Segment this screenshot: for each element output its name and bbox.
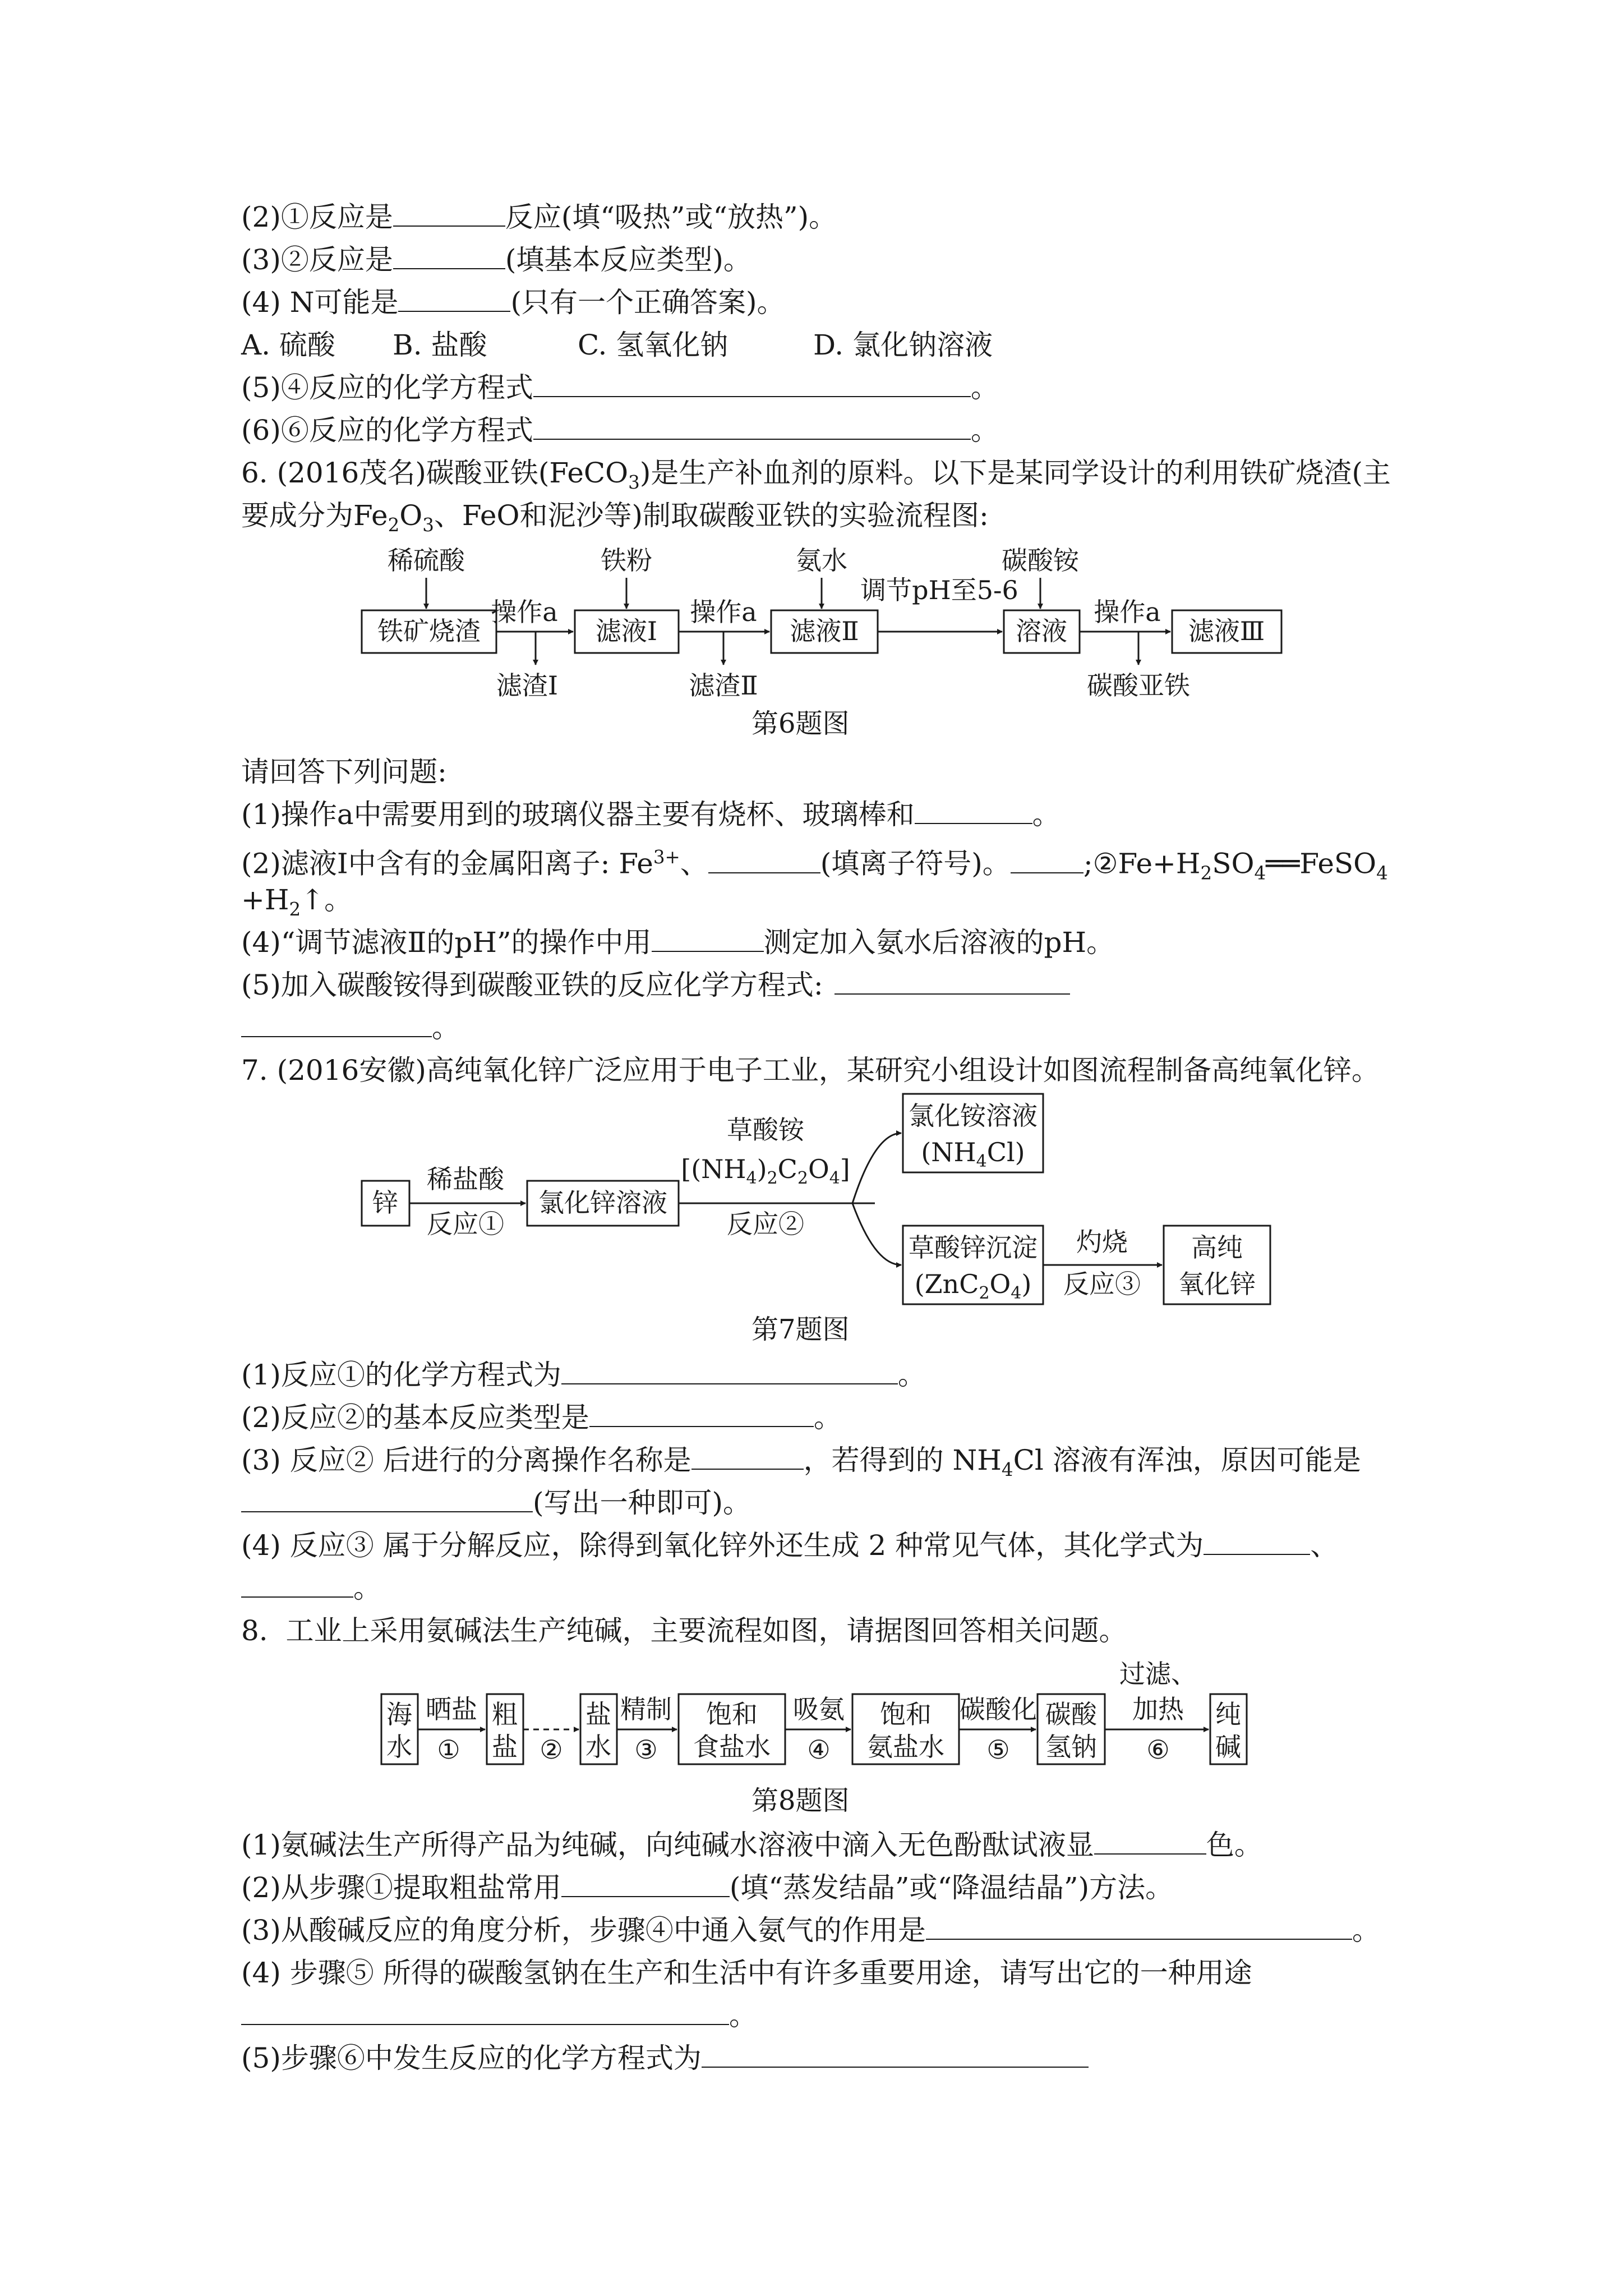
- label-box: 碳酸: [1045, 1699, 1097, 1729]
- label-op: 操作a: [690, 597, 757, 627]
- label-op: 调节pH至5-6: [860, 575, 1018, 605]
- label-box-formula: $(ZnC_2O_4)$: [914, 1269, 1032, 1303]
- label-box: 水: [585, 1732, 611, 1762]
- label-box: 海: [386, 1699, 412, 1729]
- label-box: 氯化铵溶液: [909, 1101, 1038, 1131]
- q5-part2: (2)①反应是 反应(填“吸热”或“放热”)。: [241, 201, 837, 233]
- label-box: 高纯: [1191, 1232, 1243, 1263]
- q7-part4-cont: 。: [241, 1571, 381, 1605]
- q7-part3-cont: (写出一种即可)。: [241, 1485, 751, 1520]
- label-box: 饱和: [706, 1699, 758, 1729]
- answer-blank[interactable]: [834, 969, 1070, 995]
- q6-part5: (5)加入碳酸铵得到碳酸亚铁的反应化学方程式:: [241, 968, 1070, 1002]
- label-step: 碳酸化: [960, 1694, 1037, 1724]
- label-box: 锌: [372, 1188, 398, 1218]
- figure-caption-8: 第8题图: [751, 1785, 850, 1816]
- q8-intro: 8. 工业上采用氨碱法生产纯碱，主要流程如图，请据图回答相关问题。: [241, 1614, 1127, 1647]
- label-box: 盐: [492, 1732, 518, 1762]
- answer-blank[interactable]: [926, 1914, 1352, 1940]
- q6-part5-cont: 。: [241, 1010, 460, 1045]
- label-reaction: 反应②: [727, 1209, 804, 1239]
- q6-part2-cont: $+H_2↑$。: [241, 884, 353, 920]
- q6-part2: (2)滤液Ⅰ中含有的金属阳离子: $Fe^{3+}$、 (填离子符号)。 $;②Fe+H_2SO_4══FeSO_4$: [241, 846, 1388, 884]
- q7-part2: (2)反应②的基本反应类型是 。: [241, 1401, 842, 1434]
- q5-part5: (5)④反应的化学方程式 。: [241, 371, 999, 404]
- label-op: 操作a: [1094, 597, 1161, 627]
- q5-part6: (6)⑥反应的化学方程式 。: [241, 414, 999, 447]
- label-reagent: 灼烧: [1076, 1227, 1128, 1257]
- figure-caption-6: 第6题图: [751, 708, 850, 739]
- label-op: 操作a: [491, 597, 558, 627]
- option-d: D. 氯化钠溶液: [813, 329, 993, 361]
- q8-part2: (2)从步骤①提取粗盐常用 (填“蒸发结晶”或“降温结晶”)方法。: [241, 1871, 1174, 1904]
- q6-intro-line2: 要成分为$Fe_2O_3$、FeO和泥沙等)制取碳酸亚铁的实验流程图:: [241, 499, 989, 536]
- answer-blank[interactable]: [561, 1359, 898, 1384]
- label-output: 滤渣Ⅰ: [496, 670, 559, 701]
- answer-blank[interactable]: [915, 798, 1032, 824]
- label-step: 加热: [1132, 1694, 1184, 1724]
- label-step-num: ②: [540, 1734, 563, 1765]
- label-box: 碱: [1215, 1732, 1241, 1762]
- label-box: 水: [386, 1732, 412, 1762]
- option-a: A. 硫酸: [241, 329, 335, 361]
- label-step: 精制: [620, 1694, 672, 1724]
- q7-flow-labels: [372, 1101, 1256, 1303]
- label-step-num: ⑥: [1146, 1734, 1170, 1765]
- q7-part3: (3) 反应② 后进行的分离操作名称是 ，若得到的 $NH_4Cl$ 溶液有浑浊，原因可能是: [241, 1444, 1361, 1480]
- answer-blank[interactable]: [241, 1487, 533, 1512]
- q7-intro: 7. (2016安徽)高纯氧化锌广泛应用于电子工业，某研究小组设计如图流程制备高纯氧化锌。: [241, 1054, 1380, 1087]
- label-box-formula: $(NH_4Cl)$: [921, 1137, 1025, 1171]
- label-box: 粗: [492, 1699, 518, 1729]
- answer-blank[interactable]: [691, 1444, 804, 1470]
- label-reagent: 草酸铵: [727, 1115, 804, 1145]
- label-input: 氨水: [796, 545, 847, 576]
- answer-blank[interactable]: [241, 1011, 432, 1037]
- label-box: 滤液Ⅲ: [1188, 616, 1265, 646]
- label-box: 食盐水: [693, 1732, 771, 1762]
- label-box: 滤液Ⅱ: [790, 616, 859, 646]
- answer-blank[interactable]: [1204, 1529, 1310, 1555]
- label-box: 氧化锌: [1178, 1269, 1256, 1299]
- label-reaction: 反应③: [1063, 1269, 1141, 1299]
- q6-part4: (4)“调节滤液Ⅱ的pH”的操作中用 测定加入氨水后溶液的pH。: [241, 926, 1115, 959]
- label-reaction: 反应①: [427, 1209, 504, 1239]
- label-box: 氢钠: [1045, 1732, 1097, 1762]
- q6-ask: 请回答下列问题:: [241, 756, 447, 788]
- q8-flow-labels: [386, 1659, 1241, 1765]
- q6-flow-labels: [377, 545, 1265, 701]
- label-box: 盐: [585, 1699, 611, 1729]
- q8-part1: (1)氨碱法生产所得产品为纯碱，向纯碱水溶液中滴入无色酚酞试液显 色。: [241, 1829, 1262, 1861]
- label-step-num: ④: [807, 1734, 831, 1765]
- answer-blank[interactable]: [241, 1999, 729, 2025]
- label-input: 碳酸铵: [1002, 545, 1079, 576]
- answer-blank[interactable]: [561, 1871, 730, 1897]
- label-box: 草酸锌沉淀: [909, 1232, 1038, 1263]
- label-step-num: ③: [634, 1734, 658, 1765]
- answer-blank[interactable]: [652, 926, 764, 952]
- label-box: 饱和: [880, 1699, 932, 1729]
- q6-part1: (1)操作a中需要用到的玻璃仪器主要有烧杯、玻璃棒和 。: [241, 798, 1061, 831]
- q8-part4-cont: 。: [241, 1998, 757, 2033]
- label-step: 过滤、: [1119, 1659, 1197, 1689]
- label-step: 吸氨: [793, 1694, 845, 1724]
- label-reagent: 稀盐酸: [427, 1164, 504, 1194]
- q7-part4: (4) 反应③ 属于分解反应，除得到氧化锌外还生成 2 种常见气体，其化学式为 、: [241, 1529, 1339, 1562]
- label-box: 纯: [1215, 1699, 1241, 1729]
- q6-intro-line1: 6. (2016茂名)碳酸亚铁(FeCO$_3$)是生产补血剂的原料。以下是某同学设计的利用铁矿烧渣(主: [241, 457, 1391, 493]
- q5-part4: (4) N可能是 (只有一个正确答案)。: [241, 286, 785, 319]
- q8-part5: (5)步骤⑥中发生反应的化学方程式为: [241, 2041, 1089, 2076]
- label-input: 铁粉: [601, 545, 652, 576]
- label-input: 稀硫酸: [388, 545, 465, 576]
- label-step-num: ①: [437, 1734, 460, 1765]
- label-output: 碳酸亚铁: [1087, 670, 1190, 701]
- answer-blank[interactable]: [589, 1401, 814, 1427]
- label-reagent-formula: $[(NH_4)_2C_2O_4]$: [681, 1154, 850, 1188]
- label-box: 溶液: [1016, 616, 1067, 646]
- q8-part3: (3)从酸碱反应的角度分析，步骤④中通入氨气的作用是 。: [241, 1914, 1380, 1947]
- label-box: 铁矿烧渣: [377, 616, 481, 646]
- label-box: 滤液Ⅰ: [595, 616, 658, 646]
- label-box: 氯化锌溶液: [538, 1188, 667, 1218]
- option-b: B. 盐酸: [393, 329, 487, 361]
- q8-part4: (4) 步骤⑤ 所得的碳酸氢钠在生产和生活中有许多重要用途，请写出它的一种用途: [241, 1957, 1252, 1989]
- label-step: 晒盐: [426, 1694, 477, 1724]
- label-step-num: ⑤: [986, 1734, 1010, 1765]
- option-c: C. 氢氧化钠: [578, 329, 728, 361]
- answer-blank[interactable]: [1011, 848, 1083, 873]
- answer-blank[interactable]: [241, 1572, 353, 1598]
- answer-blank[interactable]: [708, 848, 820, 873]
- answer-blank[interactable]: [702, 2042, 1089, 2068]
- q5-part3: (3)②反应是 (填基本反应类型)。: [241, 243, 751, 276]
- label-box: 氨盐水: [867, 1732, 944, 1762]
- label-output: 滤渣Ⅱ: [689, 670, 758, 701]
- figure-caption-7: 第7题图: [751, 1314, 850, 1345]
- answer-blank[interactable]: [1094, 1829, 1206, 1855]
- q7-part1: (1)反应①的化学方程式为 。: [241, 1359, 926, 1391]
